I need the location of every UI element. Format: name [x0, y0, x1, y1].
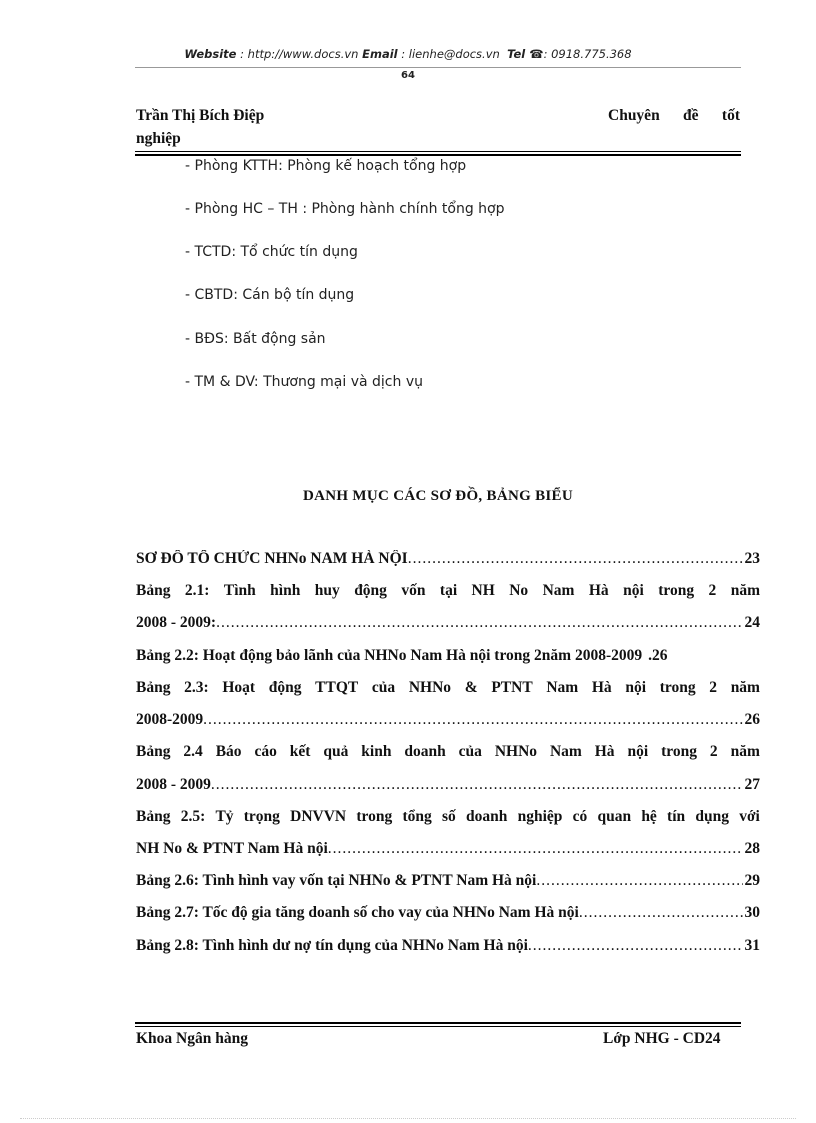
toc-word: trong: [356, 808, 393, 825]
abbr-item: - Phòng KTTH: Phòng kế hoạch tổng hợp: [185, 158, 467, 174]
toc-label: 2008-2009: [136, 711, 204, 728]
toc-word: doanh: [404, 743, 446, 760]
toc-word: năm: [730, 679, 760, 696]
abbr-item: - TM & DV: Thương mại và dịch vụ: [185, 374, 423, 390]
toc-word: của: [371, 679, 396, 696]
toc-word: động: [354, 582, 387, 599]
toc-label: Bảng 2.7: Tốc độ gia tăng doanh số cho vay của NHNo Nam Hà nội: [136, 904, 579, 921]
toc-leader: [536, 872, 742, 890]
toc-word: nội: [625, 679, 647, 696]
toc-entry[interactable]: [136, 840, 760, 858]
toc-word: tổng: [402, 808, 432, 825]
toc-page: 23: [744, 550, 760, 567]
toc-word: 2: [708, 582, 717, 599]
tel-label: Tel: [507, 47, 526, 61]
header-topic-word: Chuyên: [608, 107, 660, 124]
website-sep: :: [236, 47, 248, 61]
toc-word: động: [268, 679, 302, 696]
toc-word: nội: [623, 582, 644, 599]
toc-word: Bảng: [136, 808, 171, 825]
footer-rule-thin: [135, 1026, 741, 1027]
abbr-item: - Phòng HC – TH : Phòng hành chính tổng hợp: [185, 201, 505, 217]
toc-leader: [328, 840, 743, 858]
toc-word: NHNo: [408, 679, 452, 696]
toc-page: 24: [744, 614, 760, 631]
toc-word: 2.5:: [180, 808, 206, 825]
toc-entry[interactable]: [136, 776, 760, 794]
toc-entry[interactable]: [136, 550, 760, 568]
toc-word: Nam: [549, 743, 582, 760]
toc-word: trong: [661, 743, 697, 760]
toc-entry[interactable]: [136, 937, 760, 955]
toc-label: [136, 679, 760, 697]
toc-leader: [408, 550, 743, 568]
toc-word: &: [464, 679, 478, 696]
banner-divider: [135, 67, 741, 68]
toc-label: 2008 - 2009:: [136, 614, 217, 631]
site-banner: [0, 47, 816, 61]
toc-word: Hà: [588, 582, 609, 599]
email-sep: :: [397, 47, 409, 61]
toc-word: nghiệp: [517, 808, 563, 825]
header-rule-thin: [135, 151, 741, 152]
toc-label: SƠ ĐỒ TỔ CHỨC NHNo NAM HÀ NỘI: [136, 550, 408, 567]
toc-label: Bảng 2.2: Hoạt động bảo lãnh của NHNo Nam Hà nội trong 2năm 2008-2009: [136, 647, 643, 664]
toc-word: 2: [709, 679, 718, 696]
page-bottom-edge: [20, 1118, 796, 1119]
header-topic-continued: nghiệp: [136, 130, 181, 147]
toc-word: PTNT: [491, 679, 533, 696]
toc-entry[interactable]: [136, 679, 760, 697]
footer-rule-thick: [135, 1022, 741, 1024]
toc-word: 2: [709, 743, 718, 760]
toc-entry[interactable]: [136, 872, 760, 890]
abbr-item: - BĐS: Bất động sản: [185, 331, 326, 347]
section-title: DANH MỤC CÁC SƠ ĐỒ, BẢNG BIỂU: [303, 488, 573, 504]
toc-leader: [528, 937, 743, 955]
toc-word: 2.1:: [184, 582, 210, 599]
toc-word: có: [572, 808, 588, 825]
toc-word: nội: [627, 743, 649, 760]
toc-word: Hà: [591, 679, 612, 696]
toc-entry[interactable]: [136, 808, 760, 826]
footer-class: Lớp NHG - CD24: [603, 1030, 721, 1047]
toc-entry[interactable]: [136, 743, 760, 761]
toc-word: hình: [270, 582, 301, 599]
toc-label: 2008 - 2009: [136, 776, 211, 793]
toc-word: Bảng: [136, 582, 171, 599]
email-value[interactable]: lienhe@docs.vn: [408, 47, 500, 61]
tel-value: : 0918.775.368: [543, 47, 632, 61]
toc-word: NH: [471, 582, 495, 599]
toc-word: huy: [314, 582, 340, 599]
toc-label: Bảng 2.8: Tình hình dư nợ tín dụng của NHNo Nam Hà nội: [136, 937, 528, 954]
toc-word: quan: [597, 808, 632, 825]
toc-page: 27: [744, 776, 760, 793]
toc-leader: [216, 614, 742, 632]
toc-label: Bảng 2.6: Tình hình vay vốn tại NHNo & PTNT Nam Hà nội: [136, 872, 537, 889]
toc-label: [136, 808, 760, 826]
phone-icon: ☎: [525, 47, 544, 61]
toc-entry[interactable]: [136, 614, 760, 632]
toc-word: doanh: [465, 808, 508, 825]
toc-word: kết: [289, 743, 311, 760]
toc-word: trong: [658, 582, 695, 599]
abbr-item: - CBTD: Cán bộ tín dụng: [185, 287, 355, 303]
toc-word: Nam: [542, 582, 575, 599]
toc-page: 28: [744, 840, 760, 857]
toc-word: với: [739, 808, 760, 825]
toc-word: quả: [323, 743, 349, 760]
header-topic-word: đề: [683, 107, 699, 124]
toc-page: 29: [744, 872, 760, 889]
toc-word: vốn: [401, 582, 426, 599]
toc-label: [136, 743, 760, 761]
toc-word: DNVVN: [290, 808, 347, 825]
toc-word: trong: [659, 679, 696, 696]
footer-department: Khoa Ngân hàng: [136, 1030, 248, 1047]
toc-word: năm: [730, 582, 760, 599]
toc-word: No: [509, 582, 529, 599]
website-label: Website: [184, 47, 237, 61]
toc-word: Báo: [215, 743, 242, 760]
toc-word: tại: [439, 582, 458, 599]
header-topic: [608, 105, 740, 127]
toc-page: .26: [648, 647, 668, 664]
email-label: Email: [362, 47, 398, 61]
toc-entry[interactable]: [136, 582, 760, 600]
abbr-item: - TCTD: Tổ chức tín dụng: [185, 244, 358, 260]
toc-word: Hà: [594, 743, 615, 760]
toc-word: dụng: [695, 808, 729, 825]
toc-leader: [203, 711, 742, 729]
page-number: 64: [401, 70, 415, 81]
toc-word: Bảng: [136, 679, 171, 696]
toc-word: 2.4: [183, 743, 203, 760]
website-url[interactable]: http://www.docs.vn: [247, 47, 359, 61]
toc-word: số: [441, 808, 456, 825]
toc-word: Nam: [546, 679, 579, 696]
toc-word: cáo: [254, 743, 277, 760]
toc-word: 2.3:: [184, 679, 209, 696]
toc-page: 26: [744, 711, 760, 728]
toc-entry[interactable]: [136, 711, 760, 729]
toc-word: của: [458, 743, 482, 760]
toc-label: NH No & PTNT Nam Hà nội: [136, 840, 328, 857]
toc-leader: [211, 776, 743, 794]
toc-word: Bảng: [136, 743, 171, 760]
toc-word: NHNo: [494, 743, 538, 760]
toc-word: tín: [667, 808, 686, 825]
toc-word: năm: [730, 743, 760, 760]
header-topic-word: tốt: [721, 107, 740, 124]
toc-page: 31: [744, 937, 760, 954]
toc-word: kinh: [361, 743, 392, 760]
toc-page: 30: [744, 904, 760, 921]
toc-word: Tình: [223, 582, 256, 599]
toc-word: trọng: [243, 808, 280, 825]
toc-entry[interactable]: [136, 904, 760, 922]
header-author: Trần Thị Bích Điệp: [136, 107, 265, 124]
toc-word: Hoạt: [222, 679, 256, 696]
toc-leader: [579, 904, 743, 922]
header-rule-thick: [135, 154, 741, 156]
toc-word: TTQT: [315, 679, 359, 696]
toc-word: hệ: [641, 808, 657, 825]
toc-label: [136, 582, 760, 600]
toc-word: Tỷ: [215, 808, 234, 825]
toc-entry[interactable]: [136, 647, 760, 665]
